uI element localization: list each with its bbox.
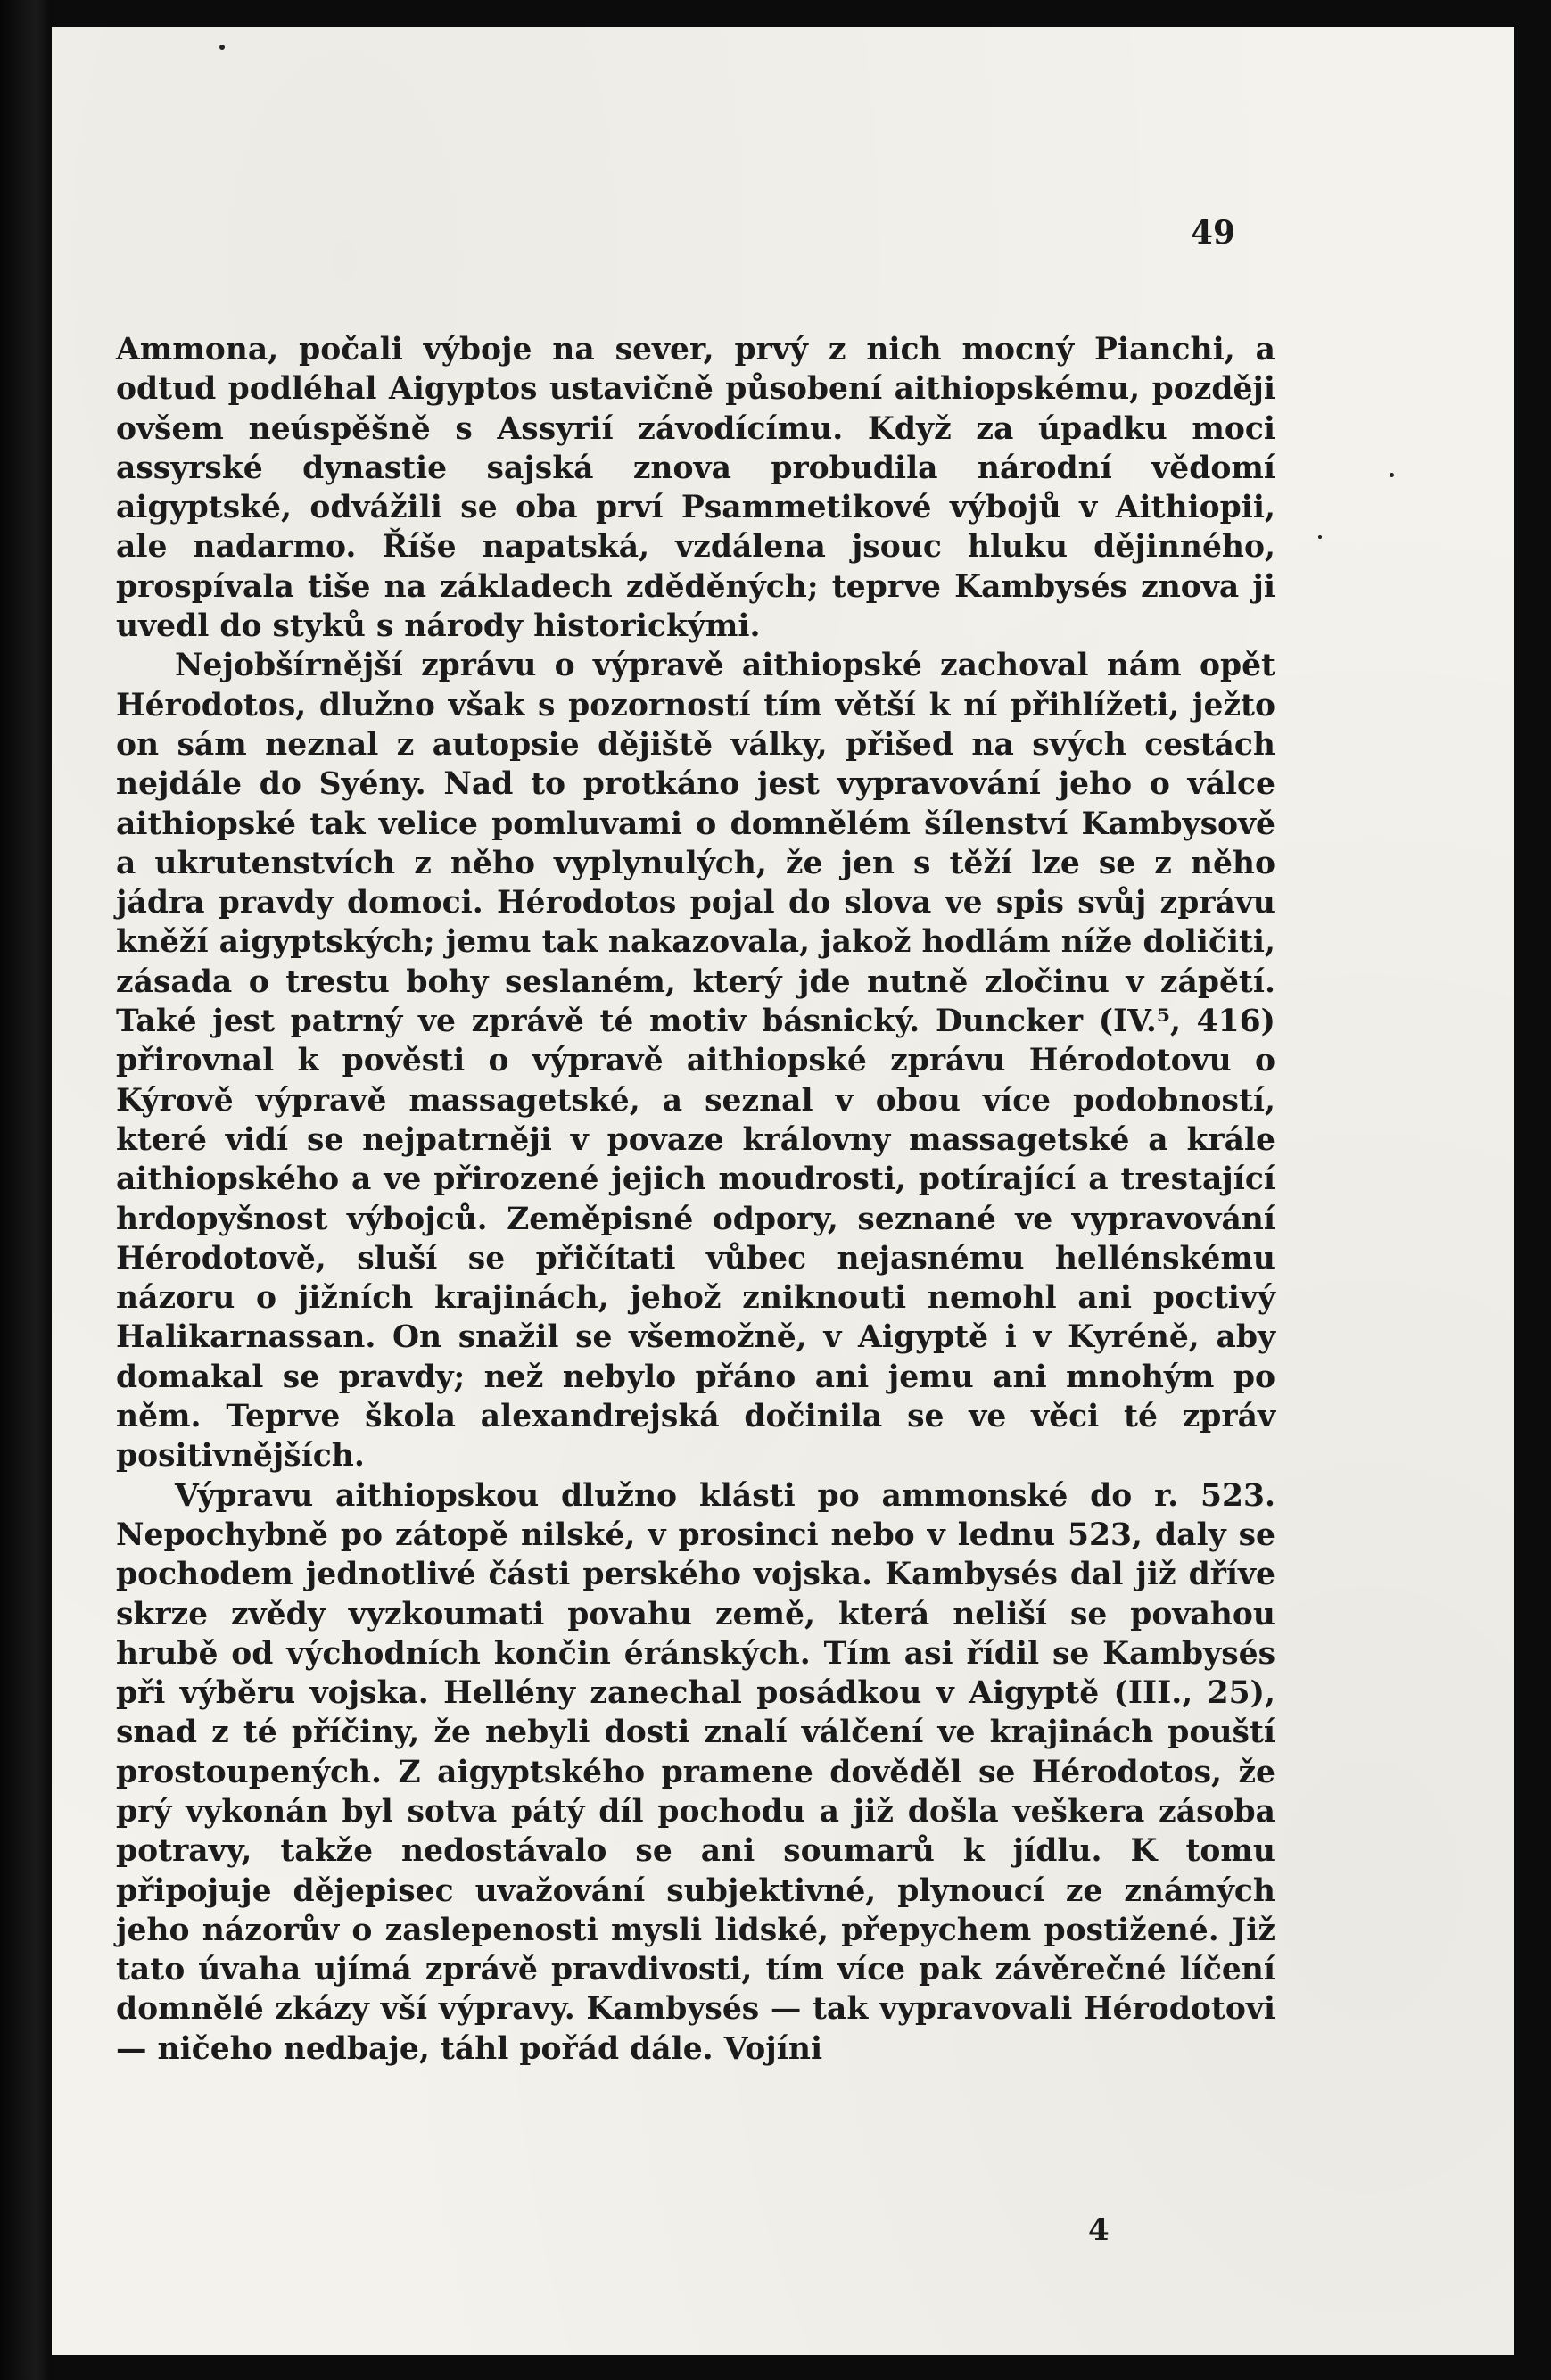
body-text [116, 330, 1275, 2069]
scan-speck [1318, 535, 1322, 539]
page-number: 49 [1191, 214, 1236, 252]
paragraph-2: Nejobšírnější zprávu o výpravě aithiopské zachoval nám opět Hérodotos, dlužno však s pozorností tím větší k ní přihlížeti, ježto on sám neznal z autopsie dějiště války, přišed na svých cestách nejdále do Syény. Nad to protkáno jest vypravování jeho o válce aithiopské tak velice pomluvami o domnělém šílenství Kambysově a ukrutenstvích z něho vyplynulých, že jen s těží lze se z něho jádra pravdy domoci. Hérodotos pojal do slova ve spis svůj zprávu kněží aigyptských; jemu tak nakazovala, jakož hodlám níže doličiti, zásada o trestu bohy seslaném, který jde nutně zločinu v zápětí. Také jest patrný ve zprávě té motiv básnický. Duncker (IV.⁵, 416) přirovnal k pověsti o výpravě aithiopské zprávu Hérodotovu o Kýrově výpravě massagetské, a seznal v obou více podobností, které vidí se nejpatrněji v povaze královny massagetské a krále aithiopského a ve přirozené jejich moudrosti, potírající a trestající hrdopyšnost výbojců. Zeměpisné odpory, seznané ve vypravování Hérodotově, sluší se přičítati vůbec nejasnému hellénskému názoru o jižních krajinách, jehož zniknouti nemohl ani poctivý Halikarnassan. On snažil se všemožně, v Aigyptě i v Kyréně, aby domakal se pravdy; než nebylo přáno ani jemu ani mnohým po něm. Teprve škola alexandrejská dočinila se ve věci té zpráv positivnějších. [116, 648, 1275, 1475]
scan-speck [219, 45, 225, 50]
scan-speck [1390, 473, 1394, 477]
paragraph-1: Ammona, počali výboje na sever, prvý z nich mocný Pianchi, a odtud podléhal Aigyptos ustavičně působení aithiopskému, později ovšem neúspěšně s Assyrií závodícímu. Když za úpadku moci assyrské dynastie sajská znova probudila národní vědomí aigyptské, odvážili se oba prví Psammetikové výbojů v Aithiopii, ale nadarmo. Říše napatská, vzdálena jsouc hluku dějinného, prospívala tiše na základech zděděných; teprve Kambysés znova ji uvedl do styků s národy historickými. [116, 332, 1275, 645]
signature-mark: 4 [1088, 2212, 1110, 2248]
paragraph-3: Výpravu aithiopskou dlužno klásti po ammonské do r. 523. Nepochybně po zátopě nilské, v prosinci nebo v lednu 523, daly se pochodem jednotlivé části perského vojska. Kambysés dal již dříve skrze zvědy vyzkoumati povahu země, která neliší se povahou hrubě od východních končin éránských. Tím asi řídil se Kambysés při výběru vojska. Hellény zanechal posádkou v Aigyptě (III., 25), snad z té příčiny, že nebyli dosti znalí válčení ve krajinách pouští prostoupených. Z aigyptského pramene dověděl se Hérodotos, že prý vykonán byl sotva pátý díl pochodu a již došla veškera zásoba potravy, takže nedostávalo se ani soumarů k jídlu. K tomu připojuje dějepisec uvažování subjektivné, plynoucí ze známých jeho názorův o zaslepenosti mysli lidské, přepychem postižené. Již tato úvaha ujímá zprávě pravdivosti, tím více pak závěrečné líčení domnělé zkázy vší výpravy. Kambysés — tak vypravovali Hérodotovi — ničeho nedbaje, táhl pořád dále. Vojíni [116, 1477, 1275, 2067]
scan-left-edge [0, 0, 52, 2380]
